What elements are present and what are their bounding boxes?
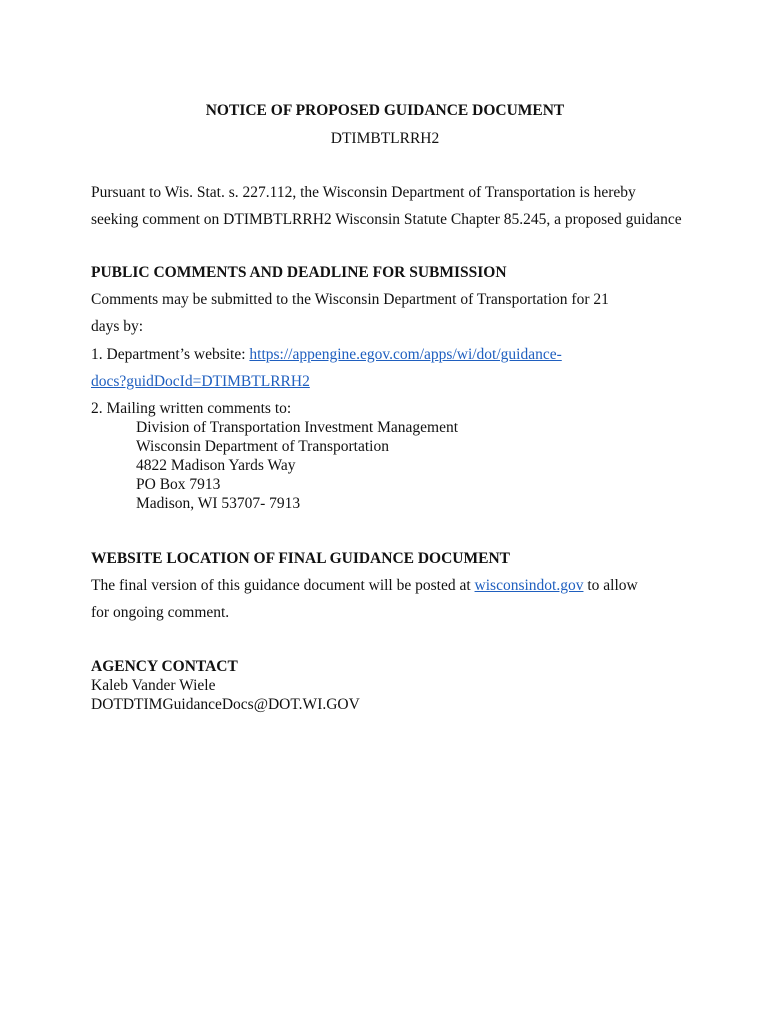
address-line: 4822 Madison Yards Way bbox=[136, 457, 296, 474]
website-option bbox=[91, 346, 562, 364]
public-comments-heading: PUBLIC COMMENTS AND DEADLINE FOR SUBMISSION bbox=[91, 264, 507, 281]
intro-line-1: Pursuant to Wis. Stat. s. 227.112, the Wisconsin Department of Transportation is hereby bbox=[91, 184, 636, 201]
website-location-suffix: to allow bbox=[583, 577, 638, 594]
guidance-docs-link-part-2[interactable]: docs?guidDocId=DTIMBTLRRH2 bbox=[91, 373, 310, 390]
address-line: Madison, WI 53707- 7913 bbox=[136, 495, 301, 512]
website-option-continued bbox=[91, 373, 310, 391]
public-comments-line-2: days by: bbox=[91, 318, 144, 335]
document-title: NOTICE OF PROPOSED GUIDANCE DOCUMENT bbox=[205, 102, 565, 119]
intro-line-2: seeking comment on DTIMBTLRRH2 Wisconsin Statute Chapter 85.245, a proposed guidance bbox=[91, 211, 682, 228]
contact-email: DOTDTIMGuidanceDocs@DOT.WI.GOV bbox=[91, 696, 360, 713]
address-line: Division of Transportation Investment Management bbox=[136, 419, 459, 436]
agency-contact-heading: AGENCY CONTACT bbox=[91, 658, 238, 675]
website-location-line-2: for ongoing comment. bbox=[91, 604, 230, 621]
mail-option-label: 2. Mailing written comments to: bbox=[91, 400, 292, 417]
website-option-label: 1. Department’s website: bbox=[91, 346, 250, 363]
wisconsindot-link[interactable]: wisconsindot.gov bbox=[474, 577, 584, 594]
website-location-line-1 bbox=[91, 577, 638, 595]
contact-name: Kaleb Vander Wiele bbox=[91, 677, 216, 694]
document-id: DTIMBTLRRH2 bbox=[330, 130, 440, 147]
guidance-docs-link-part-1[interactable]: https://appengine.egov.com/apps/wi/dot/guidance- bbox=[249, 346, 562, 363]
address-line: Wisconsin Department of Transportation bbox=[136, 438, 389, 455]
website-location-text: The final version of this guidance document will be posted at bbox=[91, 577, 475, 594]
public-comments-line-1: Comments may be submitted to the Wisconsin Department of Transportation for 21 bbox=[91, 291, 609, 308]
address-line: PO Box 7913 bbox=[136, 476, 221, 493]
website-location-heading: WEBSITE LOCATION OF FINAL GUIDANCE DOCUMENT bbox=[91, 550, 510, 567]
